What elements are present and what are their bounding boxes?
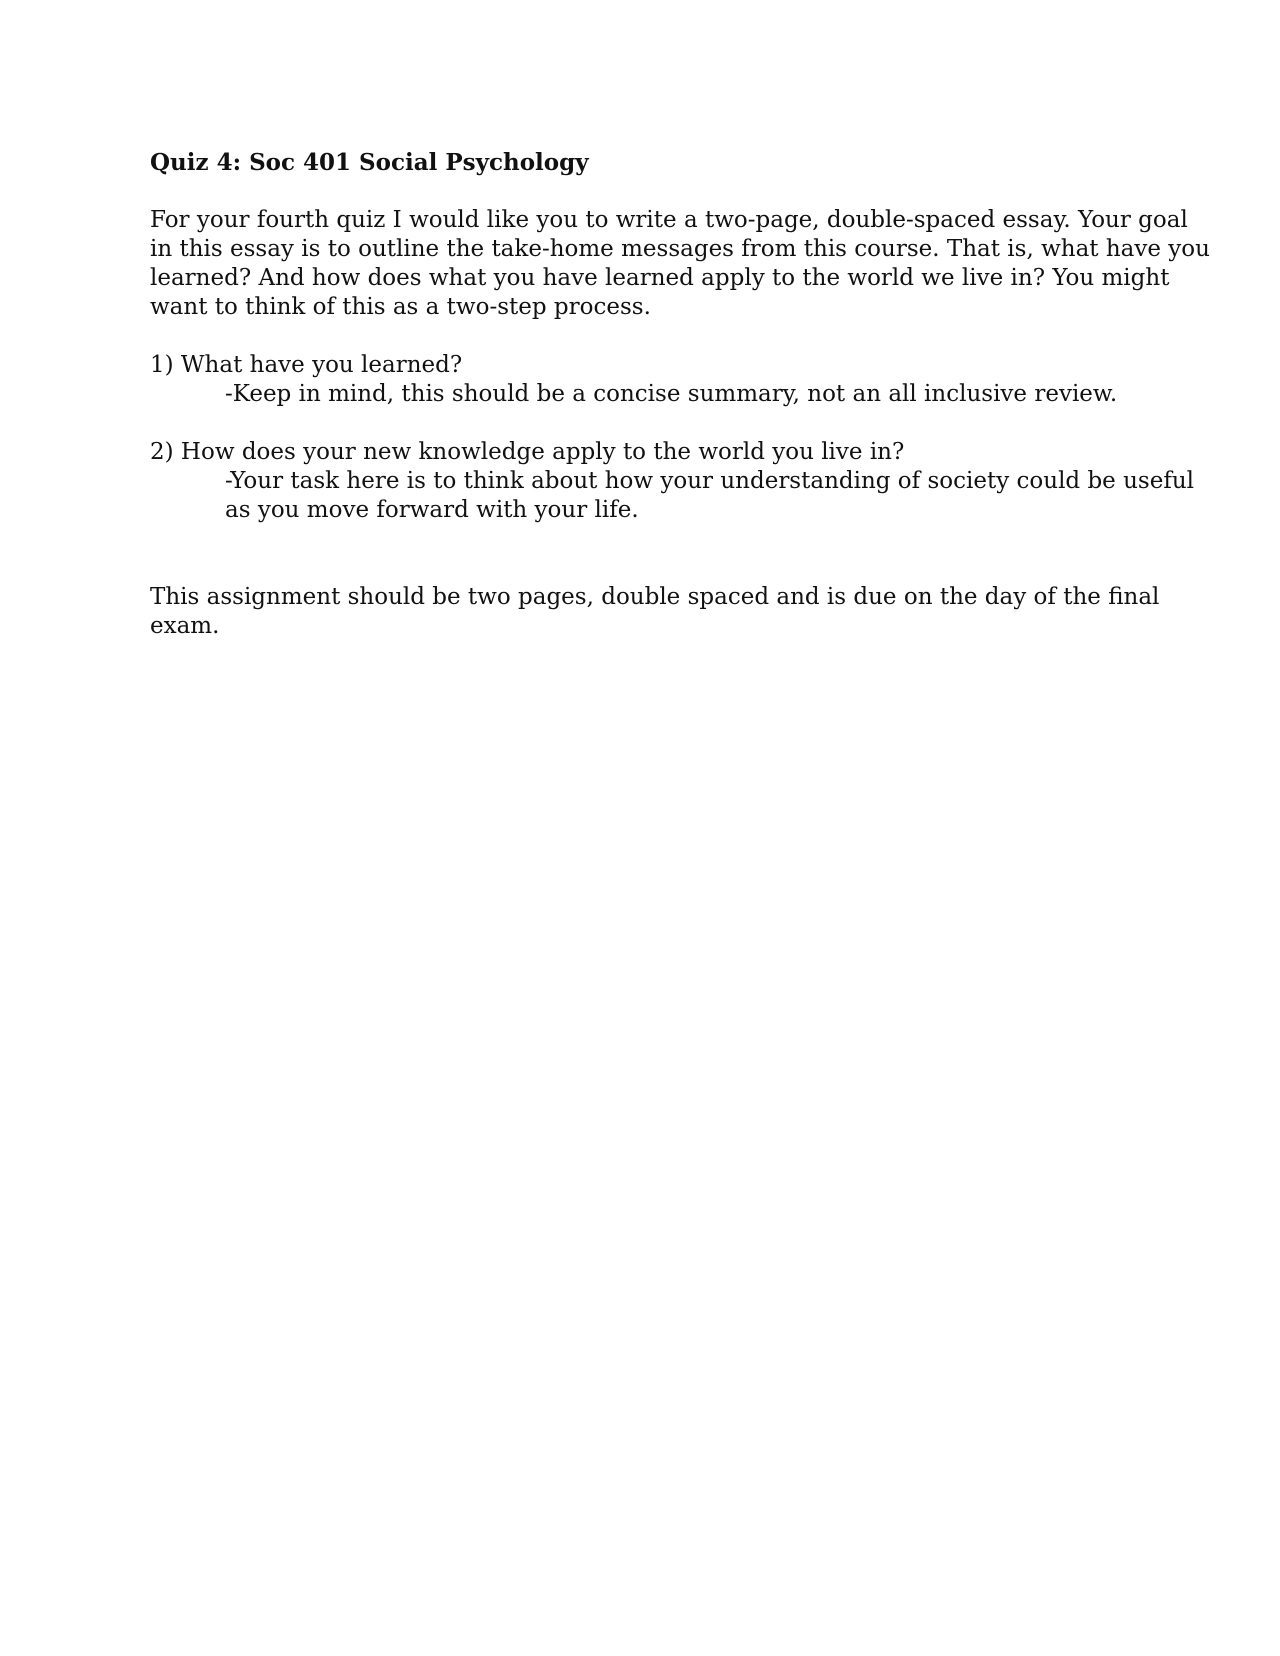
question-item-2 (150, 438, 1195, 525)
note-line: -Your task here is to think about how your understanding of society could be useful (225, 468, 1195, 494)
intro-paragraph (150, 206, 1210, 322)
intro-line: For your fourth quiz I would like you to write a two-page, double-spaced essay. Your goal (150, 207, 1188, 233)
document-title: Quiz 4: Soc 401 Social Psychology (150, 149, 589, 176)
intro-line: learned? And how does what you have learned apply to the world we live in? You might (150, 265, 1170, 291)
intro-line: want to think of this as a two-step process. (150, 294, 651, 320)
question-text: 2) How does your new knowledge apply to the world you live in? (150, 439, 905, 465)
closing-line: This assignment should be two pages, double spaced and is due on the day of the final (150, 584, 1160, 610)
question-note (225, 467, 1195, 525)
intro-line: in this essay is to outline the take-home messages from this course. That is, what have you (150, 236, 1210, 262)
closing-line: exam. (150, 613, 220, 639)
document-body (150, 148, 1210, 670)
question-text: 1) What have you learned? (150, 352, 463, 378)
note-line: -Keep in mind, this should be a concise summary, not an all inclusive review. (225, 381, 1118, 407)
closing-paragraph (150, 583, 1160, 641)
question-item-1 (150, 351, 1130, 409)
note-line: as you move forward with your life. (225, 497, 639, 523)
question-note (225, 380, 1130, 409)
